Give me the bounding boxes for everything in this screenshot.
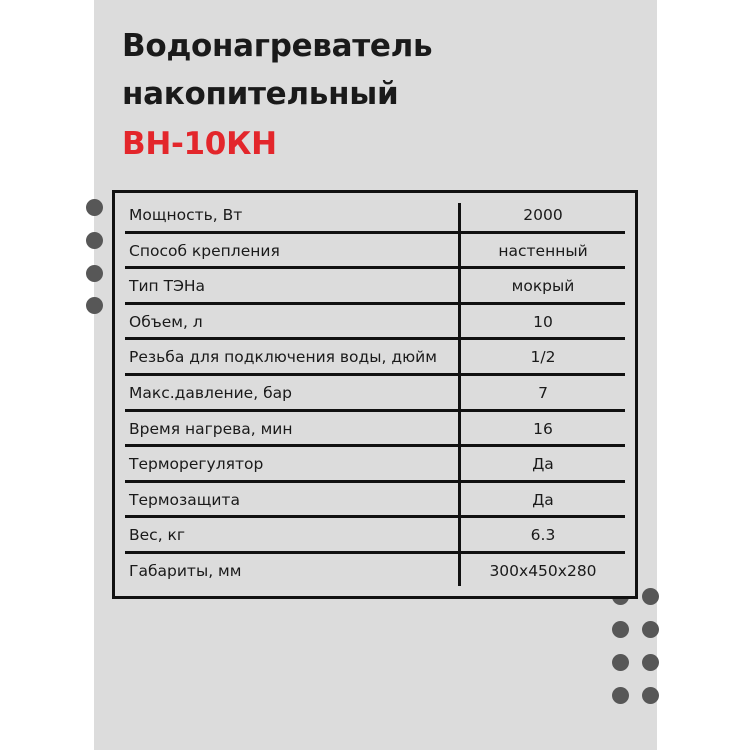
spec-value: Да <box>532 490 554 509</box>
spec-value: 16 <box>533 419 553 438</box>
spec-row <box>125 483 625 519</box>
spec-label: Вес, кг <box>129 526 186 545</box>
decorative-dot <box>612 621 629 638</box>
spec-value: настенный <box>498 241 588 260</box>
spec-row <box>125 554 625 590</box>
decorative-dot <box>86 297 103 314</box>
spec-row <box>125 412 625 448</box>
spec-label: Мощность, Вт <box>129 206 243 224</box>
decorative-dot <box>86 265 103 282</box>
spec-row <box>125 234 625 270</box>
spec-label: Тип ТЭНа <box>129 277 206 296</box>
spec-row <box>125 518 625 554</box>
spec-row <box>125 376 625 412</box>
spec-table <box>112 190 638 599</box>
product-title <box>122 22 432 168</box>
spec-value: 1/2 <box>530 348 556 367</box>
title-line-1: Водонагреватель <box>122 28 433 64</box>
spec-row <box>125 447 625 483</box>
spec-value: мокрый <box>511 277 575 296</box>
spec-label: Резьба для подключения воды, дюйм <box>129 348 437 367</box>
spec-label: Объем, л <box>129 312 203 331</box>
spec-label: Макс.давление, бар <box>129 384 292 402</box>
spec-value: 2000 <box>523 206 563 224</box>
spec-value: Да <box>532 455 554 474</box>
title-line-2: накопительный <box>122 76 399 112</box>
decorative-dot <box>86 232 103 249</box>
spec-label: Терморегулятор <box>129 455 264 474</box>
decorative-dot <box>642 621 659 638</box>
spec-row <box>125 305 625 341</box>
spec-value: 10 <box>533 312 553 331</box>
spec-label: Термозащита <box>129 490 240 509</box>
decorative-dot <box>642 588 659 605</box>
spec-row <box>125 269 625 305</box>
spec-value: 7 <box>538 384 548 402</box>
decorative-dot <box>612 687 629 704</box>
spec-label: Время нагрева, мин <box>129 419 293 438</box>
spec-row <box>125 198 625 234</box>
spec-row <box>125 340 625 376</box>
decorative-dot <box>612 654 629 671</box>
spec-value: 300x450x280 <box>489 562 597 580</box>
decorative-dot <box>642 687 659 704</box>
model-name: ВН-10КН <box>122 126 277 162</box>
decorative-dot <box>86 199 103 216</box>
decorative-dot <box>642 654 659 671</box>
spec-label: Способ крепления <box>129 241 280 260</box>
spec-value: 6.3 <box>530 526 556 545</box>
spec-label: Габариты, мм <box>129 562 242 580</box>
